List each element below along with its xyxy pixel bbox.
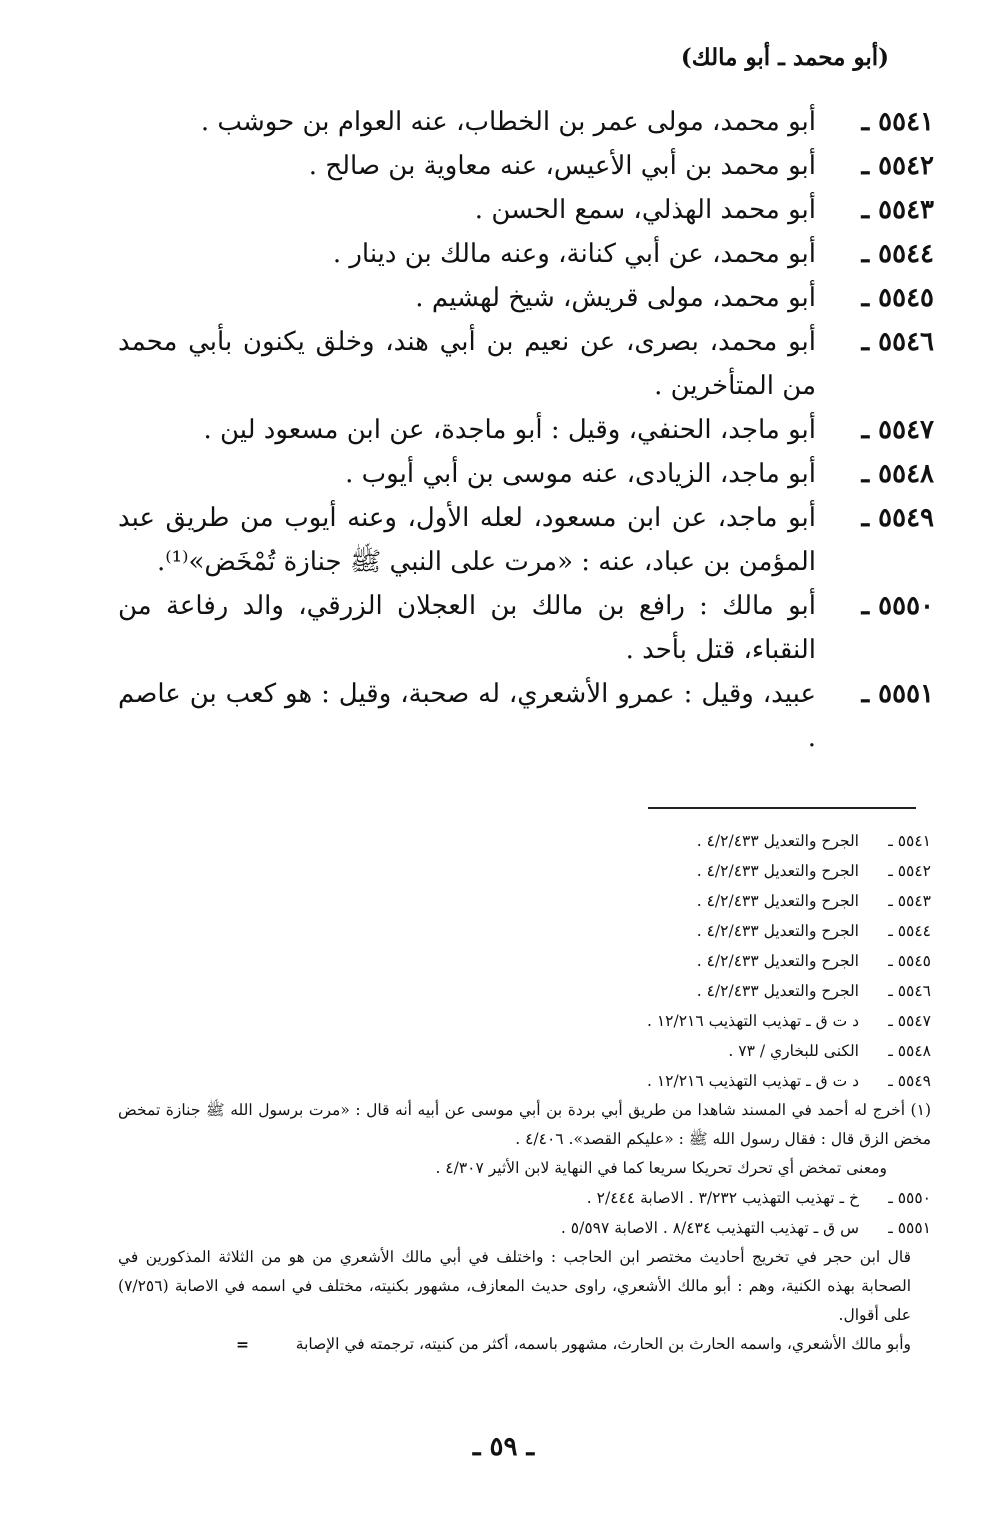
entry-number: ٥٥٤١ ـ (861, 107, 934, 137)
entry (118, 100, 934, 144)
footnote-ref-number: ٥٥٤٥ ـ (888, 952, 931, 970)
entry-number: ٥٥٥٠ ـ (861, 591, 934, 621)
footnote-ref-text: د ت ق ـ تهذيب التهذيب ١٢/٢١٦ . (647, 1072, 859, 1090)
entry (118, 452, 934, 496)
footnote-ref-number: ٥٥٤٨ ـ (888, 1042, 931, 1060)
entry-number: ٥٥٤٣ ـ (861, 195, 934, 225)
entry-number: ٥٥٤٢ ـ (861, 151, 934, 181)
continuation-mark: = (236, 1335, 249, 1354)
footnote-one-continued: ومعنى تمخض أي تحرك تحريكا سريعا كما في النهاية لابن الأثير ٤/٣٠٧ . (435, 1159, 887, 1177)
footnote-ref (118, 916, 931, 946)
footnote-ref (118, 1036, 931, 1066)
footnote-ref-number: ٥٥٤٢ ـ (888, 862, 931, 880)
entry (118, 496, 934, 584)
footnote-ref (118, 1066, 931, 1096)
footnote-ref-number: ٥٥٥١ ـ (888, 1219, 931, 1237)
page-number: ـ ٥٩ ـ (472, 1432, 535, 1462)
entry (118, 144, 934, 188)
footnote-ref-text: خ ـ تهذيب التهذيب ٣/٢٣٢ . الاصابة ٢/٤٤٤ . (586, 1189, 859, 1207)
editor-remark-continued (118, 1330, 931, 1359)
footnote-ref (118, 946, 931, 976)
entry-text: عبيد، وقيل : عمرو الأشعري، له صحبة، وقيل : هو كعب بن عاصم . (118, 679, 816, 753)
footnote-one: (١) أخرج له أحمد في المسند شاهدا من طريق أبي بردة بن أبي موسى عن أبيه أنه قال : «مرت برسول الله ﷺ جنازة تمخض مخض الزق قال : فقال رسول الله ﷺ : «عليكم القصد». ٤/٤٠٦ . (118, 1101, 931, 1148)
entry (118, 320, 934, 408)
footnote-ref-text: الجرح والتعديل ٤/٢/٤٣٣ . (696, 982, 859, 1000)
footnote-ref-text: الجرح والتعديل ٤/٢/٤٣٣ . (696, 922, 859, 940)
entry-number: ٥٥٤٦ ـ (861, 327, 934, 357)
footnote-ref-text: الجرح والتعديل ٤/٢/٤٣٣ . (696, 862, 859, 880)
entry (118, 408, 934, 452)
footnote-ref (118, 826, 931, 856)
footnote-ref-text: الجرح والتعديل ٤/٢/٤٣٣ . (696, 892, 859, 910)
footnote-ref-text: س ق ـ تهذيب التهذيب ٨/٤٣٤ . الاصابة ٥/٥٩٧ . (560, 1219, 859, 1237)
footnote-ref-number: ٥٥٤١ ـ (888, 832, 931, 850)
footnote-ref-number: ٥٥٤٤ ـ (888, 922, 931, 940)
entries-list (118, 100, 934, 760)
entry-text: أبو مالك : رافع بن مالك بن العجلان الزرقي، والد رفاعة من النقباء، قتل بأحد . (118, 591, 816, 665)
entry-text: أبو ماجد، الحنفي، وقيل : أبو ماجدة، عن ابن مسعود لين . (203, 415, 816, 445)
entry-number: ٥٥٤٤ ـ (861, 239, 934, 269)
footnote-ref-text: الجرح والتعديل ٤/٢/٤٣٣ . (696, 952, 859, 970)
entry-text: أبو محمد، مولى عمر بن الخطاب، عنه العوام بن حوشب . (200, 107, 816, 137)
editor-remark-continued-text: وأبو مالك الأشعري، واسمه الحارث بن الحارث، مشهور باسمه، أكثر من كنيته، ترجمته في الإصابة (295, 1335, 911, 1353)
footnote-ref-number: ٥٥٤٧ ـ (888, 1012, 931, 1030)
entry-text: أبو محمد، عن أبي كنانة، وعنه مالك بن دينار . (332, 239, 816, 269)
footnote-ref (118, 1183, 931, 1213)
entry (118, 188, 934, 232)
footnote-separator (648, 807, 916, 809)
entry-text: أبو محمد الهذلي، سمع الحسن . (474, 195, 816, 225)
entry-text: أبو ماجد، عن ابن مسعود، لعله الأول، وعنه أيوب من طريق عبد المؤمن بن عباد، عنه : «مرت على النبي ﷺ جنازة تُمْخَض»⁽¹⁾. (118, 503, 816, 577)
footnote-ref (118, 1006, 931, 1036)
entry (118, 584, 934, 672)
entry (118, 276, 934, 320)
footnote-ref-number: ٥٥٤٣ ـ (888, 892, 931, 910)
entry-number: ٥٥٤٩ ـ (861, 503, 934, 533)
footnote-ref (118, 886, 931, 916)
running-header: (أبو محمد ـ أبو مالك) (680, 44, 889, 71)
entry (118, 672, 934, 760)
footnotes (118, 826, 931, 1359)
entry-text: أبو محمد، بصرى، عن نعيم بن أبي هند، وخلق يكنون بأبي محمد من المتأخرين . (118, 327, 816, 401)
footnote-ref (118, 1213, 931, 1243)
footnote-ref-number: ٥٥٥٠ ـ (888, 1189, 931, 1207)
footnote-ref-number: ٥٥٤٦ ـ (888, 982, 931, 1000)
entry-text: أبو محمد، مولى قريش، شيخ لهشيم . (415, 283, 816, 313)
footnote-ref-text: الكنى للبخاري / ٧٣ . (728, 1042, 859, 1060)
editor-remark: قال ابن حجر في تخريج أحاديث مختصر ابن الحاجب : واختلف في أبي مالك الأشعري من هو من الثلاثة المذكورين في الصحابة بهذه الكنية، وهم : أبو مالك الأشعري، راوى حديث المعازف، مشهور بكنيته، مختلف في اسمه في الاصابة (٧/٢٥٦) على أقوال. (118, 1248, 911, 1324)
entry-text: أبو ماجد، الزيادى، عنه موسى بن أبي أيوب . (345, 459, 816, 489)
entry-text: أبو محمد بن أبي الأعيس، عنه معاوية بن صالح . (308, 151, 816, 181)
footnote-ref-text: الجرح والتعديل ٤/٢/٤٣٣ . (696, 832, 859, 850)
footnote-ref (118, 856, 931, 886)
entry-number: ٥٥٤٨ ـ (861, 459, 934, 489)
entry-number: ٥٥٥١ ـ (861, 679, 934, 709)
footnote-ref-number: ٥٥٤٩ ـ (888, 1072, 931, 1090)
entry (118, 232, 934, 276)
entry-number: ٥٥٤٥ ـ (861, 283, 934, 313)
footnote-ref-text: د ت ق ـ تهذيب التهذيب ١٢/٢١٦ . (647, 1012, 859, 1030)
footnote-ref (118, 976, 931, 1006)
entry-number: ٥٥٤٧ ـ (861, 415, 934, 445)
